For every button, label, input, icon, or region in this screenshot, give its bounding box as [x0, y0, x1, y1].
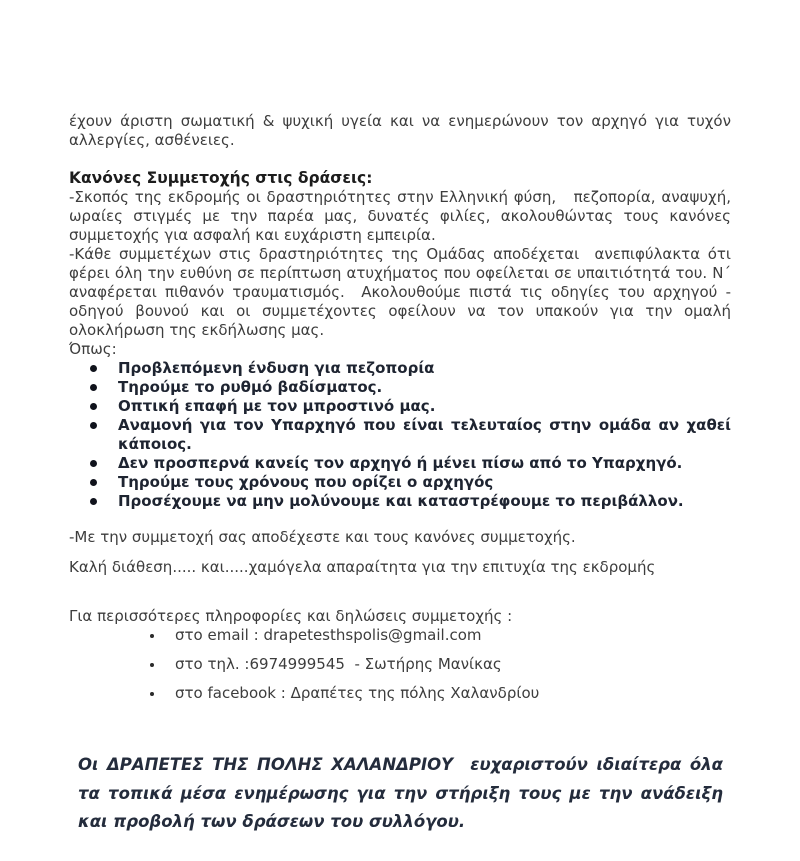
- contact-item-label: στο facebook : Δραπέτες της πόλης Χαλανδρίου: [175, 684, 540, 702]
- bullet-icon: [90, 460, 97, 467]
- bullet-icon: [150, 634, 154, 638]
- rule-item: [90, 397, 731, 416]
- bullet-icon: [90, 422, 97, 429]
- contact-item-label: στο τηλ. :6974999545 - Σωτήρης Μανίκας: [175, 655, 502, 673]
- rule-item: [90, 492, 731, 511]
- contact-item-label: στο email : drapetesthspolis@gmail.com: [175, 626, 482, 644]
- intro-paragraph: έχουν άριστη σωματική & ψυχική υγεία και να ενημερώνουν τον αρχηγό για τυχόν αλλεργίες, ασθένειες.: [69, 112, 736, 149]
- rule-item: [90, 416, 737, 454]
- bullet-icon: [90, 479, 97, 486]
- rule-item: [90, 473, 731, 492]
- contact-list: [69, 626, 731, 703]
- rule-item-label: Οπτική επαφή με τον μπροστινό μας.: [118, 397, 436, 415]
- bullet-icon: [150, 692, 154, 696]
- bullet-icon: [90, 365, 97, 372]
- purpose-paragraph: -Σκοπός της εκδρομής οι δραστηριότητες στην Ελληνική φύση, πεζοπορία, αναψυχή, ωραίες στιγμές με την παρέα μας, δυνατές φιλίες, ακολουθώντας τους κανόνες συμμετοχής για ασφαλή και ευχάριστη εμπειρία.: [69, 188, 736, 244]
- bullet-icon: [90, 498, 97, 505]
- bullet-icon: [150, 663, 154, 667]
- contact-item-email: [150, 626, 731, 645]
- contact-item-facebook: [150, 684, 731, 703]
- rule-item: [90, 359, 731, 378]
- acknowledgement-paragraph: Οι ΔΡΑΠΕΤΕΣ ΤΗΣ ΠΟΛΗΣ ΧΑΛΑΝΔΡΙΟΥ ευχαριστούν ιδιαίτερα όλα τα τοπικά μέσα ενημέρωσης για την στήριξη τους με την ανάδειξη και προβολή των δράσεων του συλλόγου.: [78, 755, 729, 831]
- wish-note: Καλή διάθεση..... και.....χαμόγελα απαραίτητα για την επιτυχία της εκδρομής: [69, 558, 656, 576]
- rule-item-label: Τηρούμε τους χρόνους που ορίζει ο αρχηγός: [118, 473, 494, 491]
- rule-item-label: Αναμονή για τον Υπαρχηγό που είναι τελευταίος στην ομάδα αν χαθεί κάποιος.: [118, 416, 737, 453]
- acceptance-note: -Με την συμμετοχή σας αποδέχεστε και τους κανόνες συμμετοχής.: [69, 528, 576, 546]
- bullet-icon: [90, 384, 97, 391]
- rule-item: [90, 454, 731, 473]
- contact-item-phone: [150, 655, 731, 674]
- rule-item: [90, 378, 731, 397]
- liability-paragraph: -Κάθε συμμετέχων στις δραστηριότητες της Ομάδας αποδέχεται ανεπιφύλακτα ότι φέρει όλη την ευθύνη σε περίπτωση ατυχήματος που οφείλεται σε υπαιτιότητά του. Ν΄ αναφέρεται πιθανόν τραυματισμός. Ακολουθούμε πιστά τις οδηγίες του αρχηγού - οδηγού βουνού και οι συμμετέχοντες οφείλουν να τον υπακούν για την ομαλή ολοκλήρωση της εκδήλωσης μας.: [69, 245, 736, 339]
- rule-item-label: Δεν προσπερνά κανείς τον αρχηγό ή μένει πίσω από το Υπαρχηγό.: [118, 454, 683, 472]
- rule-item-label: Προβλεπόμενη ένδυση για πεζοπορία: [118, 359, 435, 377]
- contact-heading: Για περισσότερες πληροφορίες και δηλώσεις συμμετοχής :: [69, 607, 513, 625]
- rules-heading: Κανόνες Συμμετοχής στις δράσεις:: [69, 169, 373, 187]
- rule-item-label: Τηρούμε το ρυθμό βαδίσματος.: [118, 378, 383, 396]
- such-as-label: Όπως:: [69, 340, 117, 358]
- bullet-icon: [90, 403, 97, 410]
- rules-list: [69, 359, 737, 511]
- rule-item-label: Προσέχουμε να μην μολύνουμε και καταστρέφουμε το περιβάλλον.: [118, 492, 684, 510]
